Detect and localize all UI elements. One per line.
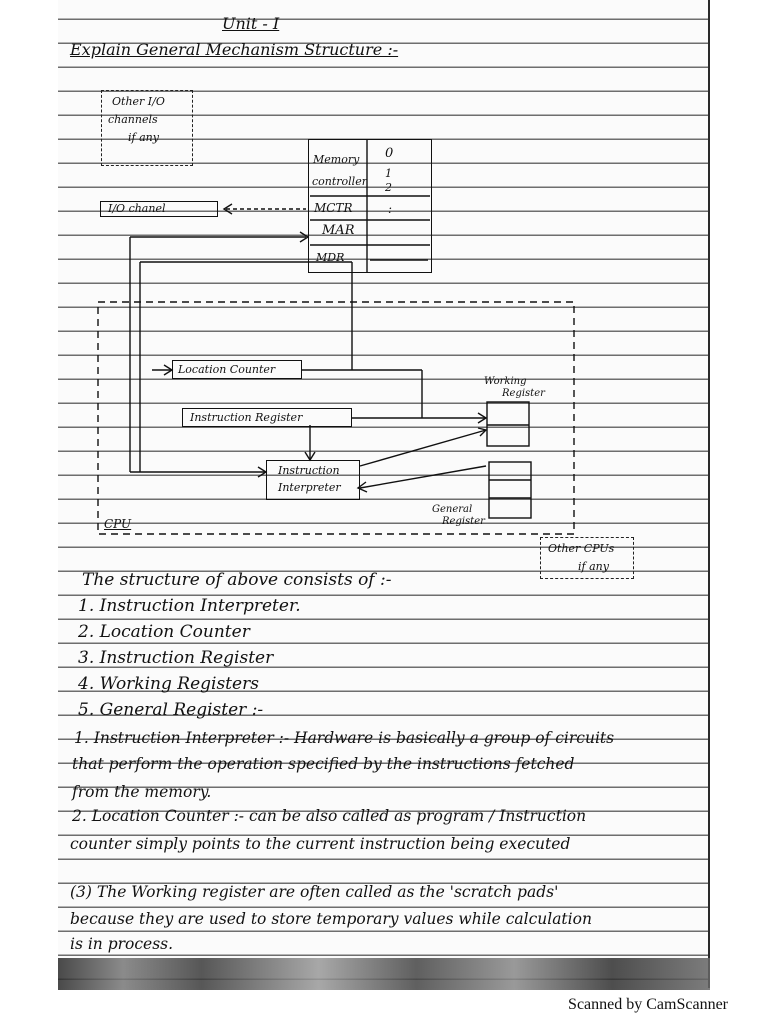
para2-line1: 2. Location Counter :- can be also called as program / Instruction — [72, 807, 587, 825]
general-register-label-2: Register — [442, 516, 485, 527]
instruction-register-label: Instruction Register — [190, 411, 303, 424]
list-item-1: 1. Instruction Interpreter. — [78, 596, 301, 616]
controller-label: controller — [312, 175, 367, 188]
para1-line3: from the memory. — [72, 783, 212, 801]
question-title: Explain General Mechanism Structure :- — [70, 40, 399, 59]
list-item-4: 4. Working Registers — [78, 674, 259, 694]
other-cpus-label-2: if any — [578, 560, 609, 573]
other-io-label-3: if any — [128, 131, 159, 144]
para3-line2: because they are used to store temporary values while calculation — [70, 910, 592, 928]
general-register-label-1: General — [432, 504, 473, 515]
mdr-label: MDR — [316, 251, 345, 264]
interpreter-label-1: Instruction — [278, 464, 340, 477]
working-register-label-2: Register — [502, 388, 545, 399]
para3-line3: is in process. — [70, 935, 174, 953]
other-cpus-label-1: Other CPUs — [548, 542, 615, 555]
para1-line1: 1. Instruction Interpreter :- Hardware is basically a group of circuits — [74, 729, 615, 747]
unit-heading: Unit - I — [222, 14, 280, 33]
notes-intro: The structure of above consists of :- — [82, 570, 392, 590]
other-io-label-2: channels — [108, 113, 158, 126]
para3-line1: (3) The Working register are often called as the 'scratch pads' — [70, 883, 559, 901]
cpu-label: CPU — [104, 517, 132, 531]
interpreter-label-2: Interpreter — [278, 481, 341, 494]
io-channel-label: I/O chanel — [108, 202, 166, 215]
mctr-label: MCTR — [314, 201, 353, 215]
memory-cell-more: : — [388, 202, 393, 216]
scanner-watermark: Scanned by CamScanner — [568, 996, 728, 1013]
list-item-5: 5. General Register :- — [78, 700, 264, 720]
memory-cell-2: 2 — [385, 181, 392, 194]
para1-line2: that perform the operation specified by the instructions fetched — [72, 755, 575, 773]
location-counter-label: Location Counter — [178, 363, 276, 376]
para2-line2: counter simply points to the current instruction being executed — [70, 835, 571, 853]
memory-cell-0: 0 — [385, 146, 394, 161]
memory-label: Memory — [313, 153, 360, 166]
list-item-2: 2. Location Counter — [78, 622, 250, 642]
mar-label: MAR — [322, 223, 355, 238]
working-register-label-1: Working — [484, 376, 527, 387]
other-io-label-1: Other I/O — [112, 95, 165, 108]
list-item-3: 3. Instruction Register — [78, 648, 274, 668]
memory-cell-1: 1 — [385, 167, 392, 180]
